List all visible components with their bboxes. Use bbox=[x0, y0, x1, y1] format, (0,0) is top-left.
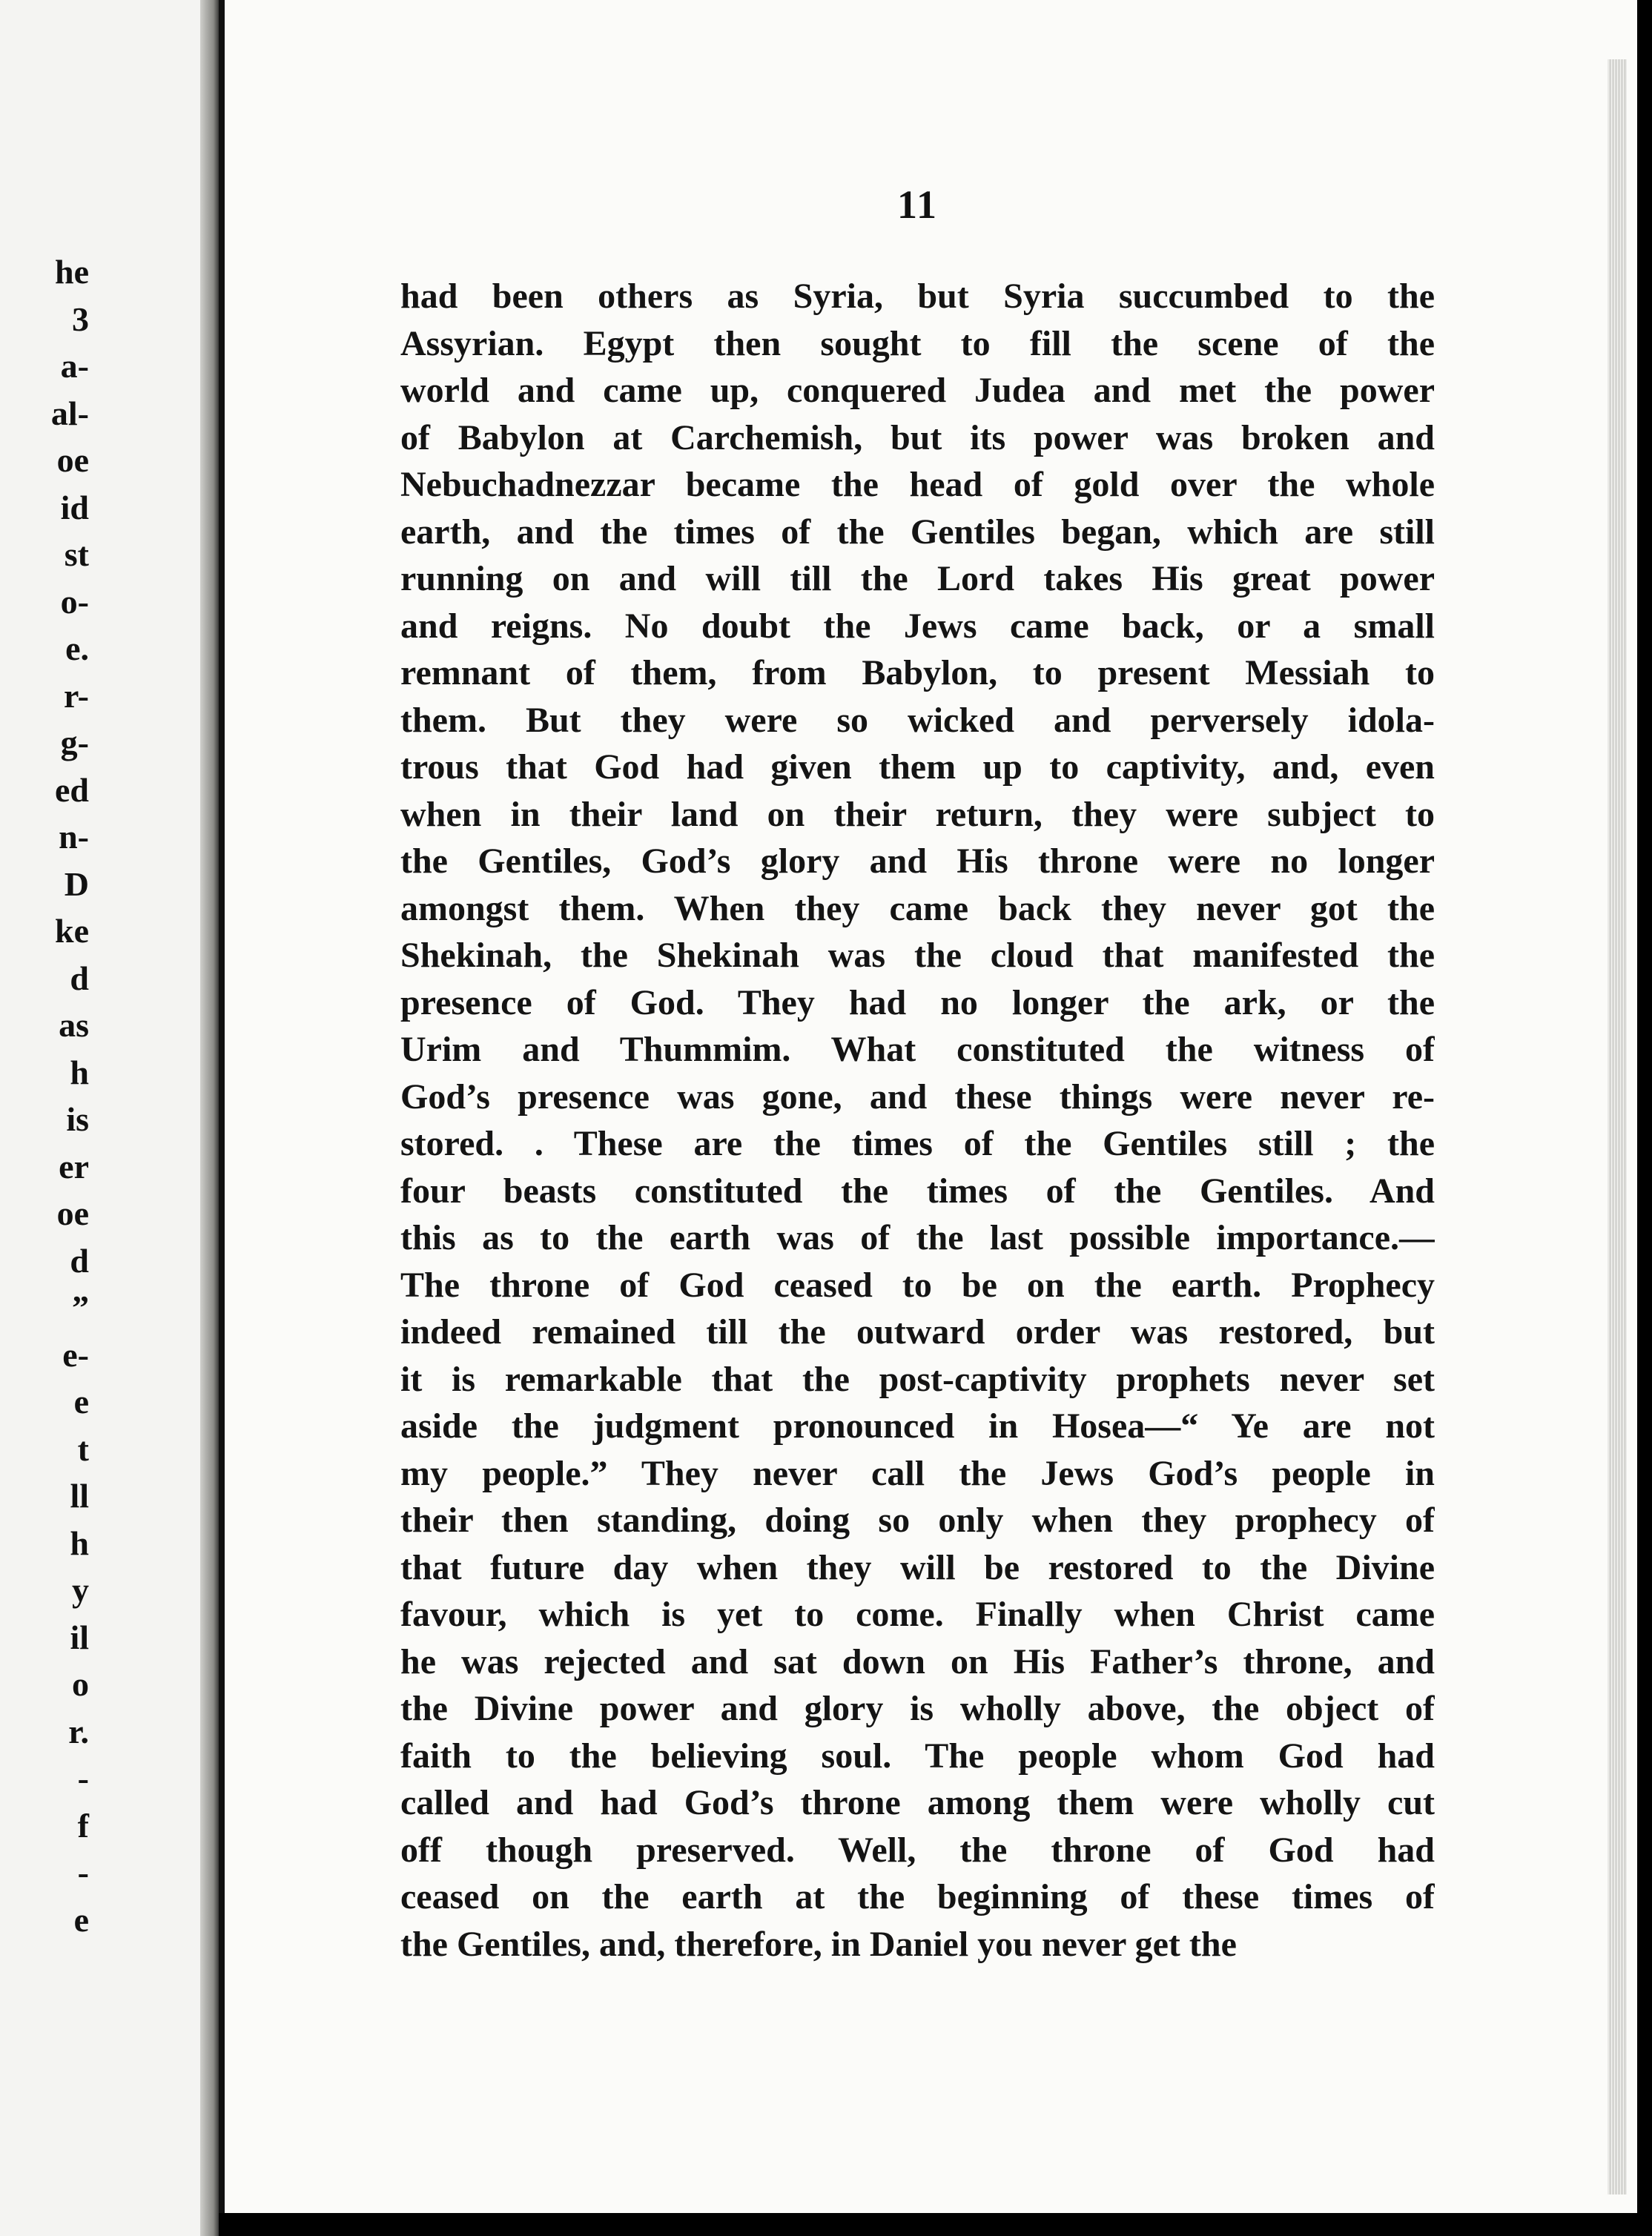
previous-page-fragment: ke bbox=[55, 912, 89, 950]
previous-page-fragment: h bbox=[70, 1524, 89, 1562]
text-line: Urim and Thummim. What constituted the witness of bbox=[400, 1030, 1435, 1069]
previous-page-fragment: er bbox=[59, 1147, 89, 1185]
text-line: presence of God. They had no longer the ark, or the bbox=[400, 982, 1435, 1022]
text-line: ceased on the earth at the beginning of these times of bbox=[400, 1877, 1435, 1916]
text-line: favour, which is yet to come. Finally when Christ came bbox=[400, 1595, 1435, 1634]
text-line: the Divine power and glory is wholly above, the object of bbox=[400, 1689, 1435, 1728]
text-line: The throne of God ceased to be on the earth. Prophecy bbox=[400, 1265, 1435, 1305]
text-line: remnant of them, from Babylon, to present Messiah to bbox=[400, 653, 1435, 692]
previous-page-fragment: d bbox=[70, 1241, 89, 1280]
text-line: running on and will till the Lord takes His great power bbox=[400, 559, 1435, 598]
page-edge-stack bbox=[1608, 59, 1627, 2194]
previous-page-fragment: is bbox=[66, 1100, 89, 1138]
text-line: earth, and the times of the Gentiles began, which are still bbox=[400, 512, 1435, 552]
text-line: aside the judgment pronounced in Hosea—“ Ye are not bbox=[400, 1406, 1435, 1446]
text-line: trous that God had given them up to captivity, and, even bbox=[400, 747, 1435, 787]
text-line: Shekinah, the Shekinah was the cloud that manifested the bbox=[400, 936, 1435, 975]
text-line: four beasts constituted the times of the Gentiles. And bbox=[400, 1171, 1435, 1211]
text-line: called and had God’s throne among them were wholly cut bbox=[400, 1783, 1435, 1822]
text-line: amongst them. When they came back they never got the bbox=[400, 888, 1435, 928]
previous-page-fragment: r. bbox=[68, 1712, 89, 1750]
previous-page-fragment: e bbox=[73, 1383, 89, 1420]
text-line: Assyrian. Egypt then sought to fill the scene of the bbox=[400, 323, 1435, 363]
previous-page-fragment: oe bbox=[56, 441, 89, 479]
text-line: stored. . These are the times of the Gentiles still ; the bbox=[400, 1124, 1435, 1163]
previous-page-fragment: ed bbox=[55, 770, 89, 809]
text-line: them. But they were so wicked and perversely idola- bbox=[400, 700, 1435, 740]
text-line: this as to the earth was of the last possible importance.— bbox=[400, 1218, 1435, 1257]
previous-page-fragment: h bbox=[70, 1053, 89, 1091]
text-line: it is remarkable that the post-captivity prophets never set bbox=[400, 1359, 1435, 1399]
previous-page bbox=[0, 0, 211, 2236]
text-line: world and came up, conquered Judea and met the power bbox=[400, 371, 1435, 410]
previous-page-fragment: al- bbox=[50, 394, 89, 432]
previous-page-fragment: oe bbox=[56, 1194, 89, 1232]
text-line: that future day when they will be restored to the Divine bbox=[400, 1547, 1435, 1587]
text-line: he was rejected and sat down on His Father’s throne, and bbox=[400, 1641, 1435, 1681]
previous-page-fragment: y bbox=[72, 1571, 89, 1609]
text-line: had been others as Syria, but Syria succumbed to the bbox=[400, 277, 1435, 316]
text-line: my people.” They never call the Jews God’s people in bbox=[400, 1453, 1435, 1493]
text-line: the Gentiles, God’s glory and His throne were no longer bbox=[400, 841, 1435, 881]
page-body-text bbox=[400, 273, 1435, 1968]
previous-page-fragment: D bbox=[64, 864, 89, 903]
previous-page-fragment: d bbox=[70, 959, 89, 997]
previous-page-fragment: 3 bbox=[72, 300, 89, 338]
previous-page-fragment: - bbox=[77, 1759, 89, 1797]
previous-page-fragment: n- bbox=[59, 818, 89, 856]
text-line: indeed remained till the outward order was restored, but bbox=[400, 1312, 1435, 1352]
previous-page-fragment: a- bbox=[60, 347, 89, 385]
text-line: Nebuchadnezzar became the head of gold over the whole bbox=[400, 465, 1435, 504]
previous-page-fragment: o bbox=[72, 1665, 89, 1703]
previous-page-fragment: ” bbox=[72, 1289, 89, 1326]
text-line: faith to the believing soul. The people whom God had bbox=[400, 1736, 1435, 1776]
previous-page-fragment: id bbox=[60, 488, 89, 526]
previous-page-fragment: r- bbox=[63, 676, 89, 715]
previous-page-fragment: he bbox=[55, 253, 89, 291]
previous-page-fragment: t bbox=[77, 1429, 89, 1468]
text-line: when in their land on their return, they were subject to bbox=[400, 794, 1435, 834]
previous-page-fragment: o- bbox=[60, 582, 89, 621]
previous-page-fragment: - bbox=[77, 1853, 89, 1891]
previous-page-fragment: as bbox=[59, 1006, 89, 1044]
previous-page-fragment: g- bbox=[60, 724, 89, 761]
text-line: their then standing, doing so only when they prophecy of bbox=[400, 1501, 1435, 1540]
text-line: and reigns. No doubt the Jews came back, or a small bbox=[400, 606, 1435, 646]
text-line: of Babylon at Carchemish, but its power was broken and bbox=[400, 417, 1435, 457]
previous-page-fragment: ll bbox=[70, 1477, 89, 1515]
text-line: off though preserved. Well, the throne of God had bbox=[400, 1830, 1435, 1870]
page-number: 11 bbox=[897, 182, 939, 227]
previous-page-fragment: st bbox=[64, 535, 89, 573]
text-line: the Gentiles, and, therefore, in Daniel you never get the bbox=[400, 1924, 1237, 1964]
text-line: God’s presence was gone, and these things were never re- bbox=[400, 1076, 1435, 1117]
previous-page-fragment: e- bbox=[62, 1335, 89, 1374]
page-bottom-shadow bbox=[219, 2213, 1652, 2236]
previous-page-fragment: e bbox=[73, 1900, 89, 1939]
previous-page-fragment: il bbox=[70, 1618, 89, 1656]
previous-page-fragment: e. bbox=[65, 629, 89, 667]
previous-page-fragment: f bbox=[77, 1806, 89, 1845]
